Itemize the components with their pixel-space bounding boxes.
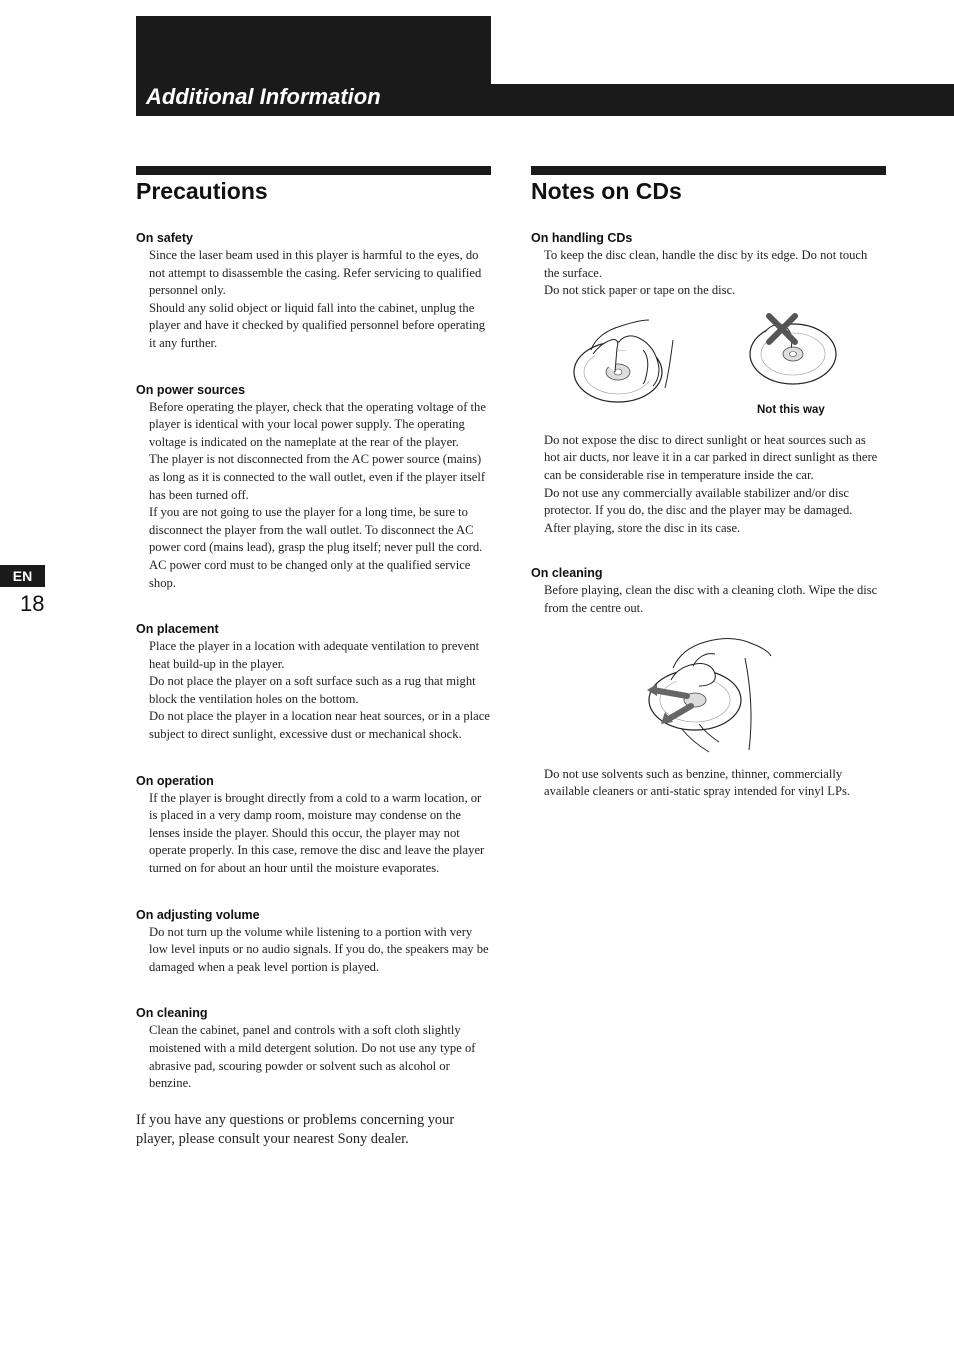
section-title: Additional Information [146, 84, 381, 109]
paragraph: Before operating the player, check that the operating voltage of the player is identical with your local power supply. The operating voltage is indicated on the nameplate at the rear of the player. [149, 399, 486, 449]
paragraph: Do not place the player on a soft surface such as a rug that might block the ventilation holes on the bottom. [149, 674, 476, 706]
disc-cleaning-figure [531, 618, 881, 766]
precautions-heading: Precautions [136, 178, 268, 204]
paragraph: Since the laser beam used in this player is harmful to the eyes, do not attempt to disassemble the casing. Refer servicing to qualified personnel only. [149, 248, 482, 298]
section-title-operation: On operation [136, 773, 214, 788]
precautions-rule [136, 166, 491, 175]
section-on-adjusting-volume [136, 906, 492, 977]
paragraph: Do not use solvents such as benzine, thinner, commercially available cleaners or anti-static spray intended for vinyl LPs. [544, 766, 850, 799]
section-on-placement [136, 620, 492, 744]
section-on-handling-cds [531, 229, 881, 537]
section-title-power-sources: On power sources [136, 382, 246, 397]
paragraph: To keep the disc clean, handle the disc by its edge. Do not touch the surface. [544, 248, 868, 280]
disc-cleaning-illustration [643, 628, 783, 758]
header-bar [491, 84, 954, 116]
paragraph: Do not place the player in a location near heat sources, or in a place subject to direct sunlight, excessive dust or mechanical shock. [149, 709, 490, 742]
paragraph: AC power cord must to be changed only at the qualified service shop. [149, 557, 471, 590]
paragraph: Do not use any commercially available stabilizer and/or disc protector. If you do, the disc and the player may be damaged. [544, 485, 853, 518]
figure-caption: Not this way [757, 403, 825, 416]
section-on-operation [136, 772, 492, 878]
notes-rule [531, 166, 886, 175]
paragraph: Before playing, clean the disc with a cleaning cloth. Wipe the disc from the centre out. [544, 583, 878, 615]
section-title-handling-cds: On handling CDs [531, 231, 633, 245]
closing-note: If you have any questions or problems concerning your player, please consult your nearest Sony dealer. [136, 1111, 455, 1147]
section-title-placement: On placement [136, 622, 219, 637]
paragraph: Clean the cabinet, panel and controls with a soft cloth slightly moistened with a mild detergent solution. Do not use any type of abrasive pad, scouring powder or solvent such as alcohol or benzine. [149, 1023, 476, 1091]
section-on-cleaning [136, 1004, 492, 1092]
disc-handling-figure [531, 300, 881, 432]
section-title-cleaning: On cleaning [136, 1006, 208, 1021]
paragraph: Do not expose the disc to direct sunlight or heat sources such as hot air ducts, nor leave it in a car parked in direct sunlight as there can be considerable rise in temperature inside the car. [544, 432, 878, 482]
paragraph: If the player is brought directly from a cold to a warm location, or is placed in a very damp room, moisture may condense on the lenses inside the player. Should this occur, the player may not operate properly. In this case, remove the disc and leave the player turned on for about an hour until the moisture evaporates. [149, 790, 485, 876]
notes-heading: Notes on CDs [531, 178, 682, 204]
precautions-column [136, 229, 492, 1149]
paragraph: Do not turn up the volume while listening to a portion with very low level inputs or no audio signals. If you do, the speakers may be damaged when a peak level portion is played. [149, 924, 489, 974]
page-number: 18 [20, 591, 45, 616]
language-badge: EN [0, 565, 45, 587]
hand-holding-disc-illustration [573, 320, 693, 410]
section-title-safety: On safety [136, 231, 193, 245]
paragraph: If you are not going to use the player for a long time, be sure to disconnect the player from the wall outlet. To disconnect the AC power cord (mains lead), grasp the plug itself; never pull the cord. [149, 505, 483, 555]
paragraph: Should any solid object or liquid fall into the cabinet, unplug the player and have it checked by qualified personnel before operating it any further. [149, 300, 486, 350]
section-title-cleaning-cds: On cleaning [531, 566, 603, 581]
paragraph: Do not stick paper or tape on the disc. [544, 283, 736, 298]
not-this-way-illustration [747, 306, 847, 386]
paragraph: After playing, store the disc in its case. [544, 520, 741, 535]
section-on-power-sources [136, 381, 492, 593]
paragraph: Place the player in a location with adequate ventilation to prevent heat build-up in the player. [149, 639, 480, 671]
section-title-adjusting-volume: On adjusting volume [136, 907, 260, 922]
paragraph: The player is not disconnected from the AC power source (mains) as long as it is connected to the wall outlet, even if the player itself has been turned off. [149, 452, 486, 502]
section-on-safety [136, 229, 492, 353]
notes-column [531, 229, 881, 801]
section-on-cleaning-cds [531, 564, 881, 800]
